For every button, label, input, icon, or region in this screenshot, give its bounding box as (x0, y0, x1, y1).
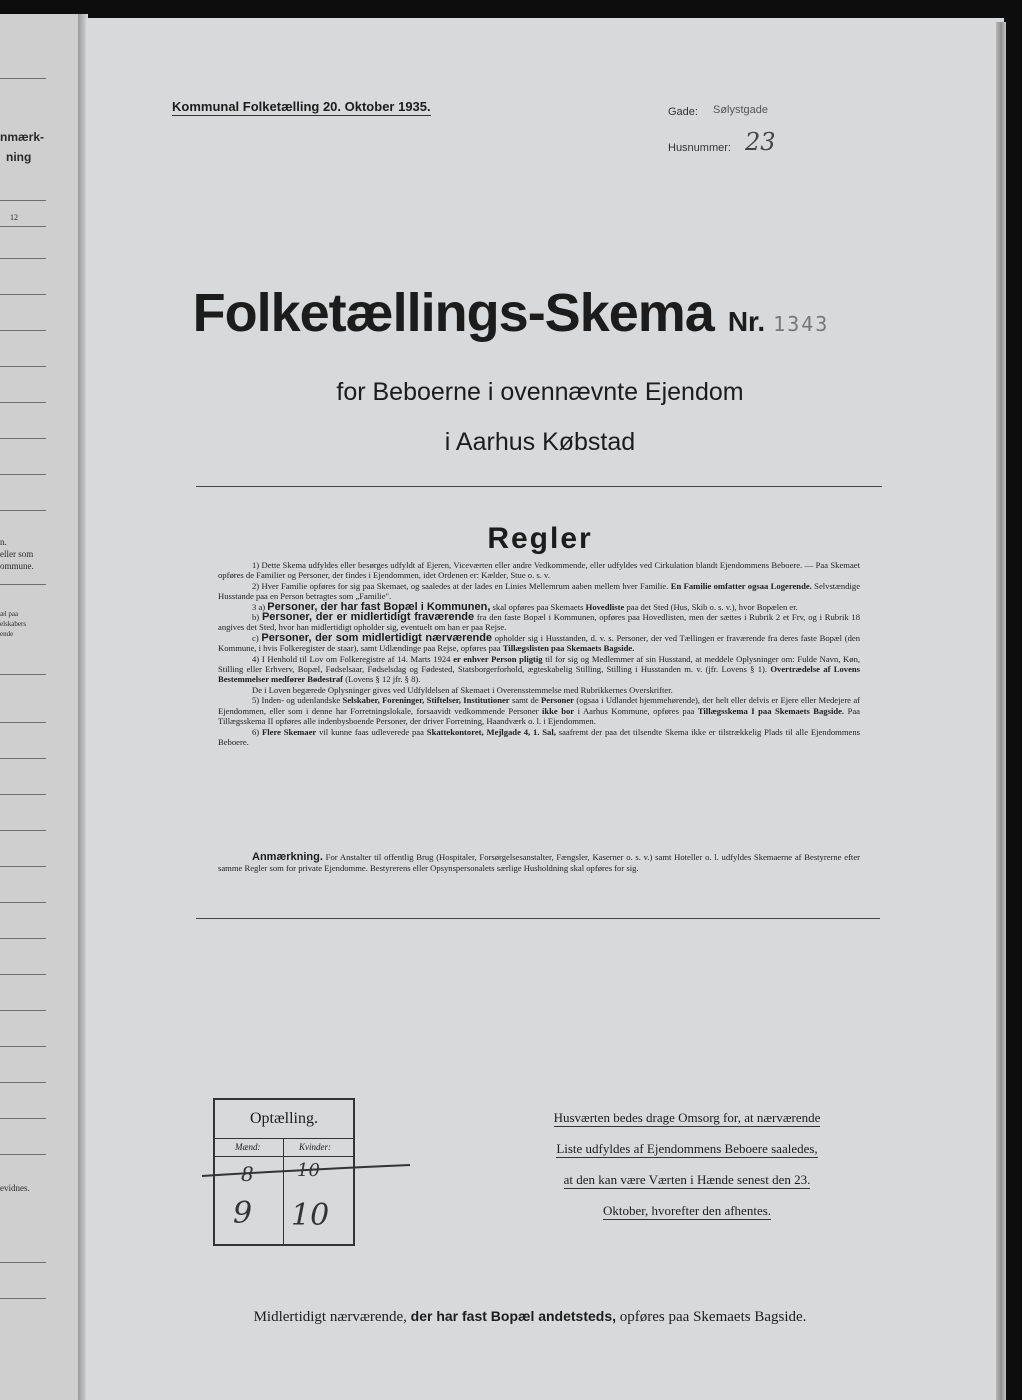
women-count-first: 10 (297, 1160, 320, 1181)
anmaerkning-text: For Anstalter til offentlig Brug (Hospitaler, Forsørgelsesanstalter, Fængsler, Kaserner o. s. v.) samt Hoteller o. l. udfyldes Skemaerne af Bestyrerne efter samme Regler som for private Ejendomme. Bestyrerens eller Opsynspersonalets særlige Husholdning skal opføres for sig. (218, 852, 860, 873)
left-page-fragment: nmærk- (0, 130, 45, 144)
left-page-rule (0, 794, 46, 795)
street-label: Gade: (668, 106, 698, 118)
divider (196, 918, 880, 919)
footer-part: Midlertidigt nærværende, (253, 1309, 407, 1325)
notice-line: Oktober, hvorefter den afhentes. (602, 1203, 772, 1218)
left-page-rule (0, 722, 46, 723)
page-right-edge (996, 22, 1006, 1400)
strike-through-line (196, 1160, 416, 1182)
left-page-fragment: eller som (0, 549, 34, 559)
left-page-fragment: ning (6, 150, 32, 164)
left-page-rule (0, 1010, 46, 1011)
landlord-notice (512, 1110, 862, 1234)
rule-6: 6) Flere Skemaer vil kunne faas udleverede paa Skattekontoret, Mejlgade 4, 1. Sal, saafremt der paa det tilsendte Skema ikke er tilstrækkelig Plads til alle Ejendommens Beboere. (218, 726, 861, 747)
form-subtitle: for Beboerne i ovennævnte Ejendom (336, 378, 744, 406)
notice-line: Husværten bedes drage Omsorg for, at nærværende (553, 1110, 821, 1125)
form-number-stamp: 1343 (773, 312, 830, 336)
left-page-fragment: ende (0, 630, 14, 638)
left-page-rule (0, 226, 46, 227)
rule-2: 2) Hver Familie opføres for sig paa Skemaet, og saaledes at der lades en Linies Mellemrum aaben mellem hver Familie. En Familie omfatter ogsaa Logerende. Selvstændige Husstande paa en Person betragtes som „Familie". (218, 580, 861, 602)
left-page-rule (0, 902, 46, 903)
optaelling-header-rule (215, 1156, 353, 1157)
left-page-rule (0, 584, 46, 585)
left-page-fragment: ommune. (0, 561, 34, 571)
left-page-fragment: 12 (10, 213, 18, 222)
left-page-fragment: evidnes. (0, 1183, 30, 1193)
street-value: Sølystgade (713, 104, 769, 116)
left-page-rule (0, 1262, 46, 1263)
women-count: 10 (291, 1198, 330, 1233)
left-page-rule (0, 200, 46, 201)
footer-part: opføres paa Skemaets Bagside. (619, 1309, 807, 1325)
divider (196, 486, 882, 487)
left-page-rule (0, 510, 46, 511)
anmaerkning-note (218, 852, 860, 874)
left-page-rule (0, 938, 46, 939)
optaelling-title: Optælling. (215, 1100, 353, 1139)
rule-1: 1) Dette Skema udfyldes eller besørges udfyldt af Ejeren, Viceværten eller andre Vedkommende, eller udfyldes ved Cirkulation blandt Ejendommens Beboere. — Paa Skemaet opføres de Familier og Personer, der findes i Ejendommen, idet Ordenen er: Kælder, Stue o. s. v. (218, 560, 860, 581)
left-page-fragment: n. (0, 537, 7, 547)
left-page-rule (0, 866, 46, 867)
men-count: 9 (233, 1196, 253, 1231)
form-title (0, 282, 1022, 344)
left-page-rule (0, 1154, 46, 1155)
census-title: Kommunal Folketælling 20. Oktober 1935. (172, 99, 431, 114)
left-page-fragment: elskabers (0, 620, 27, 628)
form-number-label: Nr. (727, 306, 766, 337)
footer-note (0, 1308, 1022, 1326)
notice-line: at den kan være Værten i Hænde senest den 23. (563, 1172, 811, 1187)
left-page-rule (0, 758, 46, 759)
rules-text (218, 560, 860, 747)
notice-line: Liste udfyldes af Ejendommens Beboere saaledes, (556, 1141, 818, 1156)
left-page-rule (0, 1046, 46, 1047)
rule-4: 4) I Henhold til Lov om Folkeregistre af 14. Marts 1924 er enhver Person pligtig til for sig og Medlemmer af sin Husstand, at meddele Oplysninger om: Fulde Navn, Køn, Stilling eller Erhverv, Bopæl, Fødselsaar, Fødselsdag og Fødested, Statsborgerforhold, ægteskabelig Stilling, Stilling i Husstanden m. v. (jfr. Lovens § 1). Overtrædelse af Lovens Bestemmelser medfører Bødestraf (Lovens § 12 jfr. § 8). (218, 653, 861, 685)
left-page-rule (0, 974, 46, 975)
left-page-rule (0, 474, 46, 475)
left-page-rule (0, 366, 46, 367)
men-label: Mænd: (235, 1142, 261, 1152)
left-page-rule (0, 674, 46, 675)
left-page-edge (0, 14, 80, 1400)
left-page-rule (0, 830, 46, 831)
left-page-rule (0, 78, 46, 79)
left-page-rule (0, 1082, 46, 1083)
rules-heading: Regler (487, 522, 593, 555)
men-count-struck: 8 (241, 1162, 254, 1186)
rule-5: 5) Inden- og udenlandske Selskaber, Foreninger, Stiftelser, Institutioner samt de Personer (ogsaa i Udlandet hjemmehørende), der helt eller delvis er Ejere eller Medejere af Ejendommen, eller som i denne har Forretningslokale, forsaavidt vedkommende Personer ikke bor i Aarhus Kommune, opføres paa Tillægsskema I paa Skemaets Bagside. Paa Tillægsskema II opføres alle indenbysboende Personer, der driver Forretning, Haandværk o. l. i Ejendommen. (218, 695, 861, 727)
left-page-fragment: æl paa (0, 610, 19, 618)
left-page-rule (0, 1298, 46, 1299)
form-location: i Aarhus Købstad (444, 428, 636, 456)
house-number-value: 23 (745, 128, 776, 156)
house-number-label: Husnummer: (668, 142, 731, 154)
left-page-rule (0, 258, 46, 259)
rule-3b: b) Personer, der er midlertidigt fraværende fra den faste Bopæl i Kommunen, opføres paa Hovedlisten, men der sættes i Rubrik 2 et Frv, og i Rubrik 18 angives det Sted, hvor han midlertidigt opholder sig, eventuelt om han er paa Rejse. (218, 611, 860, 633)
optaelling-column-divider (283, 1139, 284, 1244)
anmaerkning-label: Anmærkning. (252, 851, 323, 863)
footer-part-bold: der har fast Bopæl andetsteds, (410, 1308, 617, 1324)
left-page-rule (0, 1118, 46, 1119)
rule-3a: 3 a) Personer, der har fast Bopæl i Kommunen, skal opføres paa Skemaets Hovedliste paa det Sted (Hus, Skib o. s. v.), hvor Bopælen er. (252, 600, 798, 613)
women-label: Kvinder: (299, 1142, 331, 1152)
form-title-main: Folketællings-Skema (192, 283, 714, 343)
rule-3c: c) Personer, der som midlertidigt nærværende opholder sig i Husstanden, d. v. s. Personer, der ved Tællingen er fraværende fra deres faste Bopæl (den Kommune, i hvis Folkeregister de staar), samt Udlændinge paa Rejse, opføres paa Tillægslisten paa Skemaets Bagside. (218, 631, 860, 654)
rule-4-note: De i Loven begærede Oplysninger gives ved Udfyldelsen af Skemaet i Overensstemmelse med Rubrikkernes Overskrifter. (252, 684, 673, 695)
